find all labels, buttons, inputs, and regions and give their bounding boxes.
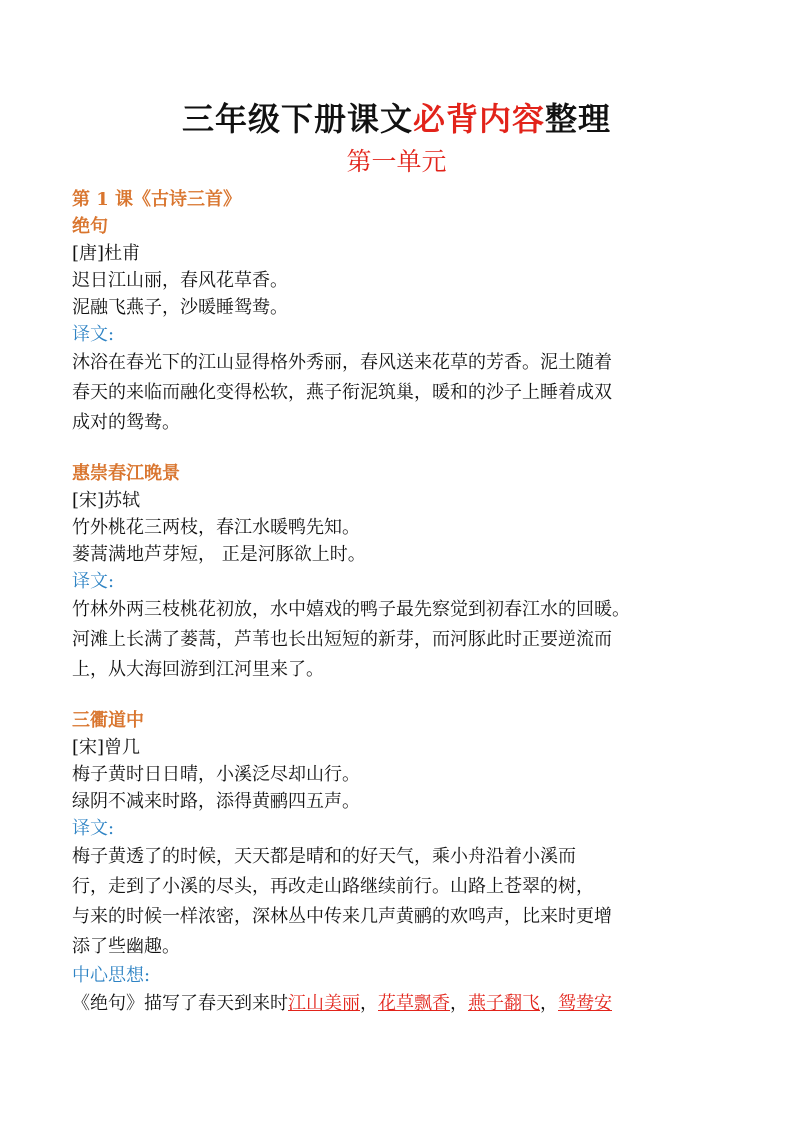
- translation-label: 译文:: [72, 571, 115, 592]
- title-highlight: 必背内容: [412, 100, 545, 138]
- translation-text: [72, 842, 732, 962]
- content-body: [72, 186, 732, 1019]
- separator: ，: [450, 993, 468, 1014]
- poem-line: 梅子黄时日日晴，小溪泛尽却山行。: [72, 764, 360, 785]
- page-title: [0, 97, 793, 141]
- central-idea-text: [72, 989, 732, 1019]
- translation-line: 梅子黄透了的时候，天天都是晴和的好天气，乘小舟沿着小溪而: [72, 846, 576, 867]
- translation-line: 竹林外两三枝桃花初放，水中嬉戏的鸭子最先察觉到初春江水的回暖。: [72, 599, 630, 620]
- title-part-3: 整理: [545, 100, 612, 138]
- poem-title: 绝句: [72, 216, 108, 237]
- lesson-heading: 第 1 课《古诗三首》: [72, 189, 242, 210]
- poem-line: 蒌蒿满地芦芽短， 正是河豚欲上时。: [72, 544, 366, 565]
- keyword-underlined: 花草飘香: [378, 993, 450, 1014]
- keyword-underlined: 鸳鸯安: [558, 993, 612, 1014]
- unit-heading: 第一单元: [346, 147, 447, 176]
- translation-line: 行，走到了小溪的尽头，再改走山路继续前行。山路上苍翠的树，: [72, 876, 594, 897]
- central-idea-prefix: 《绝句》描写了春天到来时: [72, 993, 288, 1014]
- poem-line: 迟日江山丽，春风花草香。: [72, 270, 288, 291]
- translation-line: 沐浴在春光下的江山显得格外秀丽，春风送来花草的芳香。泥土随着: [72, 352, 612, 373]
- separator: ，: [540, 993, 558, 1014]
- keyword-underlined: 江山美丽: [288, 993, 360, 1014]
- title-part-1: 三年级下册课文: [181, 100, 413, 138]
- translation-line: 上，从大海回游到江河里来了。: [72, 659, 324, 680]
- central-idea-label: 中心思想:: [72, 965, 151, 986]
- poem-author: [宋]曾几: [72, 737, 141, 758]
- translation-line: 成对的鸳鸯。: [72, 412, 180, 433]
- translation-line: 与来的时候一样浓密，深林丛中传来几声黄鹂的欢鸣声，比来时更增: [72, 906, 612, 927]
- poem-line: 竹外桃花三两枝，春江水暖鸭先知。: [72, 517, 360, 538]
- separator: ，: [360, 993, 378, 1014]
- poem-author: [宋]苏轼: [72, 490, 141, 511]
- poem-title: 惠崇春江晚景: [72, 463, 180, 484]
- translation-line: 添了些幽趣。: [72, 936, 180, 957]
- poem-author: [唐]杜甫: [72, 243, 141, 264]
- translation-label: 译文:: [72, 324, 115, 345]
- spacer: [72, 438, 732, 460]
- poem-line: 泥融飞燕子，沙暖睡鸳鸯。: [72, 297, 288, 318]
- translation-text: [72, 348, 732, 438]
- translation-text: [72, 595, 732, 685]
- poem-line: 绿阴不减来时路，添得黄鹂四五声。: [72, 791, 360, 812]
- translation-label: 译文:: [72, 818, 115, 839]
- poem-title: 三衢道中: [72, 710, 144, 731]
- translation-line: 春天的来临而融化变得松软，燕子衔泥筑巢，暖和的沙子上睡着成双: [72, 382, 612, 403]
- translation-line: 河滩上长满了蒌蒿，芦苇也长出短短的新芽，而河豚此时正要逆流而: [72, 629, 612, 650]
- keyword-underlined: 燕子翻飞: [468, 993, 540, 1014]
- spacer: [72, 685, 732, 707]
